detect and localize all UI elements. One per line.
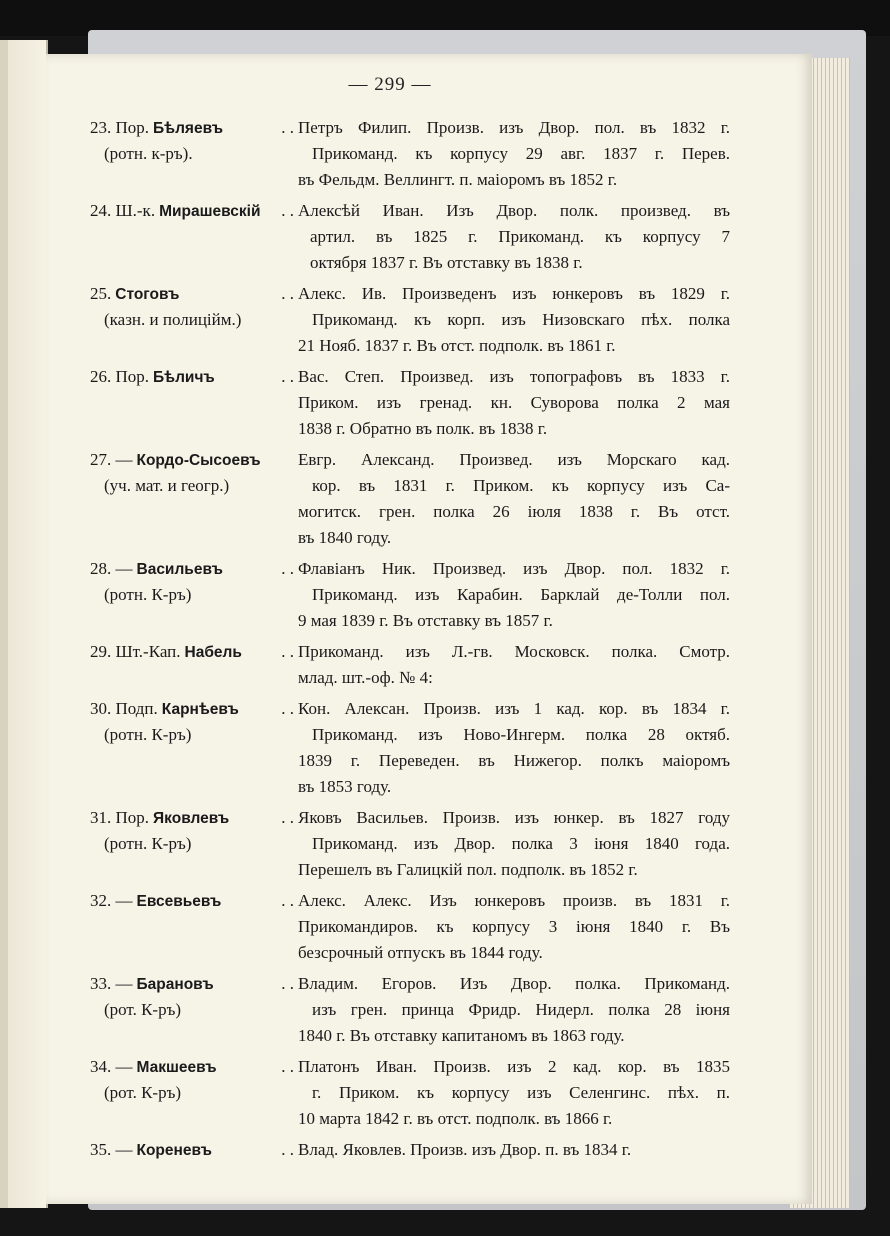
entry-text: млад. шт.-оф. № 4: xyxy=(298,668,433,687)
entry-label-cell xyxy=(90,1000,312,1020)
entry-line xyxy=(90,1109,730,1135)
entry-line xyxy=(90,891,730,917)
leader-dots: . . xyxy=(281,118,294,137)
entry-label-cell xyxy=(90,699,298,719)
entry-label-cell xyxy=(90,1083,312,1103)
entry-text: г. Приком. къ корпусу изъ Селенгинс. пѣх. п. xyxy=(312,1083,730,1102)
entry-label-cell xyxy=(90,559,298,579)
entry xyxy=(90,699,730,803)
entry-number: 31. xyxy=(90,808,112,827)
entry-line xyxy=(90,476,730,502)
entry-text: Флавіанъ Ник. Произвед. изъ Двор. пол. 1832 г. xyxy=(298,559,730,578)
entry-number: 26. xyxy=(90,367,112,386)
entry-text: Прикоманд. изъ Л.-гв. Московск. полка. Смотр. xyxy=(298,642,730,661)
entry xyxy=(90,974,730,1052)
entry-label-cell xyxy=(90,284,298,304)
entry-text: Алекс. Алекс. Изъ юнкеровъ произв. въ 1831 г. xyxy=(298,891,730,910)
leader-dots: . . xyxy=(281,284,294,303)
leader-dots: . . xyxy=(281,559,294,578)
entry xyxy=(90,559,730,637)
entry-text: Вас. Степ. Произвед. изъ топографовъ въ 1833 г. xyxy=(298,367,730,386)
entry-line xyxy=(90,725,730,751)
entry-text: Владим. Егоров. Изъ Двор. полка. Прикоманд. xyxy=(298,974,730,993)
entry xyxy=(90,367,730,445)
entry-rank: Пор. xyxy=(115,808,150,827)
entry-line xyxy=(90,943,730,969)
entry-line xyxy=(90,974,730,1000)
entry-line xyxy=(90,917,730,943)
entry-text: Приком. изъ гренад. кн. Суворова полка 2 мая xyxy=(298,393,730,412)
entry-text: Прикоманд. изъ Двор. полка 3 іюня 1840 года. xyxy=(312,834,730,853)
entry-label-cell xyxy=(90,476,312,496)
entry-text: Прикоманд. къ корп. изъ Низовскаго пѣх. полка xyxy=(312,310,730,329)
entry-text: въ Фельдм. Веллингт. п. маіоромъ въ 1852 г. xyxy=(298,170,618,189)
entry-text: Евгр. Александ. Произвед. изъ Морскаго кад. xyxy=(298,450,730,469)
entry-line xyxy=(90,502,730,528)
leader-dots: . . xyxy=(281,201,294,220)
entry-position: (рот. К-ръ) xyxy=(104,1083,182,1102)
entry-text: 1839 г. Переведен. въ Нижегор. полкъ маіоромъ xyxy=(298,751,730,770)
entry-text: Прикоманд. изъ Карабин. Барклай де-Толли пол. xyxy=(312,585,730,604)
entry-line xyxy=(90,777,730,803)
entry-line xyxy=(90,419,730,445)
entry-line xyxy=(90,253,730,279)
entry-text: Перешелъ въ Галицкій пол. подполк. въ 1852 г. xyxy=(298,860,638,879)
leader-dots: . . xyxy=(281,1057,294,1076)
entry-line xyxy=(90,201,730,227)
entry-number: 35. xyxy=(90,1140,112,1159)
entry-number: 24. xyxy=(90,201,112,220)
entry-line xyxy=(90,751,730,777)
entry-label-cell xyxy=(90,367,298,387)
entry-line xyxy=(90,1083,730,1109)
entry-text: Кон. Алексан. Произв. изъ 1 кад. кор. въ 1834 г. xyxy=(298,699,730,718)
leader-dots: . . xyxy=(281,642,294,661)
entry-number: 34. xyxy=(90,1057,112,1076)
entry-name: Макшеевъ xyxy=(136,1059,217,1076)
entry-label-cell xyxy=(90,974,298,994)
entry-label-cell xyxy=(90,891,298,911)
entry-text: 1840 г. Въ отставку капитаномъ въ 1863 году. xyxy=(298,1026,625,1045)
entry-number: 33. xyxy=(90,974,112,993)
entry-number: 30. xyxy=(90,699,112,718)
entry-rank: Пор. xyxy=(115,367,150,386)
entry-name: Набель xyxy=(184,644,242,661)
entry xyxy=(90,201,730,279)
entry-label-cell xyxy=(90,1140,298,1160)
entry-line xyxy=(90,528,730,554)
entry-position: (уч. мат. и геогр.) xyxy=(104,476,230,495)
entry-line xyxy=(90,611,730,637)
entry-text: могитск. грен. полка 26 іюля 1838 г. Въ отст. xyxy=(298,502,730,521)
entry-rank: — xyxy=(115,891,133,910)
entry xyxy=(90,891,730,969)
entry-line xyxy=(90,450,730,476)
entry-line xyxy=(90,808,730,834)
leader-dots: . . xyxy=(281,808,294,827)
entry-rank: — xyxy=(115,974,133,993)
entry-position: (ротн. К-ръ) xyxy=(104,725,192,744)
entry-name: Мирашевскій xyxy=(159,203,261,220)
entry-text: въ 1840 году. xyxy=(298,528,392,547)
entry xyxy=(90,284,730,362)
entry-line xyxy=(90,118,730,144)
entry-text: артил. въ 1825 г. Прикоманд. къ корпусу 7 xyxy=(310,227,730,246)
entry-name: Васильевъ xyxy=(136,561,223,578)
entry-line xyxy=(90,227,730,253)
entry-line xyxy=(90,1140,730,1166)
entry-name: Яковлевъ xyxy=(153,810,230,827)
entry-line xyxy=(90,699,730,725)
entry-number: 23. xyxy=(90,118,112,137)
entry-position: (рот. К-ръ) xyxy=(104,1000,182,1019)
entry-number: 32. xyxy=(90,891,112,910)
entry-number: 25. xyxy=(90,284,112,303)
left-page-shadow xyxy=(0,40,8,1208)
entry-name: Карнѣевъ xyxy=(161,701,239,718)
entry-position: (казн. и полиційм.) xyxy=(104,310,242,329)
entry-text: Алексѣй Иван. Изъ Двор. полк. произвед. въ xyxy=(298,201,730,220)
entry-label-cell xyxy=(90,834,312,854)
entry-line xyxy=(90,642,730,668)
entry-text: Прикоманд. къ корпусу 29 авг. 1837 г. Перев. xyxy=(312,144,730,163)
entry-name: Барановъ xyxy=(136,976,214,993)
entry-line xyxy=(90,559,730,585)
entry-label-cell xyxy=(90,808,298,828)
entry-rank: Подп. xyxy=(115,699,158,718)
entry-label-cell xyxy=(90,725,312,745)
entry-label-cell xyxy=(90,144,312,164)
entry-rank: Ш.-к. xyxy=(115,201,156,220)
entry-position: (ротн. к-ръ). xyxy=(104,144,193,163)
entry xyxy=(90,1057,730,1135)
entry-position: (ротн. К-ръ) xyxy=(104,585,192,604)
entry xyxy=(90,1140,730,1166)
entry-line xyxy=(90,170,730,196)
entry-text: 10 марта 1842 г. въ отст. подполк. въ 1866 г. xyxy=(298,1109,613,1128)
entry-line xyxy=(90,310,730,336)
entry-number: 27. xyxy=(90,450,112,469)
entry-line xyxy=(90,144,730,170)
entry-rank: Пор. xyxy=(115,118,150,137)
entry-name: Бѣляевъ xyxy=(153,120,224,137)
entry-label-cell xyxy=(90,1057,298,1077)
entry-text: Прикомандиров. къ корпусу 3 іюня 1840 г. Въ xyxy=(298,917,730,936)
page-number: — 299 — xyxy=(348,74,432,95)
entry-name: Кореневъ xyxy=(136,1142,212,1159)
entry-text: безсрочный отпускъ въ 1844 году. xyxy=(298,943,543,962)
entry-text: октября 1837 г. Въ отставку въ 1838 г. xyxy=(310,253,583,272)
entry-line xyxy=(90,1000,730,1026)
entry-number: 29. xyxy=(90,642,112,661)
entry xyxy=(90,808,730,886)
entry-label-cell xyxy=(90,642,298,662)
entry-line xyxy=(90,834,730,860)
leader-dots: . . xyxy=(281,699,294,718)
entry-list xyxy=(90,118,730,1171)
entry-text: 1838 г. Обратно въ полк. въ 1838 г. xyxy=(298,419,548,438)
entry-line xyxy=(90,1057,730,1083)
entry-text: Яковъ Васильев. Произв. изъ юнкер. въ 1827 году xyxy=(298,808,730,827)
leader-dots: . . xyxy=(281,891,294,910)
entry-text: въ 1853 году. xyxy=(298,777,392,796)
entry-rank: — xyxy=(115,1057,133,1076)
entry-rank: — xyxy=(115,559,133,578)
entry-label-cell xyxy=(90,201,298,221)
entry-line xyxy=(90,860,730,886)
entry-line xyxy=(90,585,730,611)
entry-rank: — xyxy=(115,450,133,469)
entry-line xyxy=(90,367,730,393)
entry-label-cell xyxy=(90,310,312,330)
entry xyxy=(90,118,730,196)
leader-dots: . . xyxy=(281,367,294,386)
entry-name: Евсевьевъ xyxy=(136,893,222,910)
entry-text: 21 Нояб. 1837 г. Въ отст. подполк. въ 1861 г. xyxy=(298,336,616,355)
entry-line xyxy=(90,668,730,694)
entry-text: изъ грен. принца Фридр. Нидерл. полка 28 іюня xyxy=(312,1000,730,1019)
entry-text: Влад. Яковлев. Произв. изъ Двор. п. въ 1834 г. xyxy=(298,1140,632,1159)
entry-line xyxy=(90,336,730,362)
leader-dots: . . xyxy=(281,974,294,993)
entry-name: Бѣличъ xyxy=(153,369,215,386)
entry-number: 28. xyxy=(90,559,112,578)
entry-label-cell xyxy=(90,585,312,605)
entry-label-cell xyxy=(90,450,298,470)
entry-text: 9 мая 1839 г. Въ отставку въ 1857 г. xyxy=(298,611,553,630)
entry-label-cell xyxy=(90,118,298,138)
entry-text: Петръ Филип. Произв. изъ Двор. пол. въ 1832 г. xyxy=(298,118,730,137)
entry-text: Прикоманд. изъ Ново-Ингерм. полка 28 октяб. xyxy=(312,725,730,744)
entry-name: Кордо-Сысоевъ xyxy=(136,452,261,469)
entry xyxy=(90,450,730,554)
leader-dots: . . xyxy=(281,1140,294,1159)
entry xyxy=(90,642,730,694)
entry-name: Стоговъ xyxy=(115,286,180,303)
entry-line xyxy=(90,284,730,310)
entry-rank: Шт.-Кап. xyxy=(115,642,181,661)
entry-text: Платонъ Иван. Произв. изъ 2 кад. кор. въ 1835 xyxy=(298,1057,730,1076)
entry-line xyxy=(90,1026,730,1052)
entry-rank: — xyxy=(115,1140,133,1159)
entry-position: (ротн. К-ръ) xyxy=(104,834,192,853)
entry-line xyxy=(90,393,730,419)
entry-text: Алекс. Ив. Произведенъ изъ юнкеровъ въ 1829 г. xyxy=(298,284,730,303)
entry-text: кор. въ 1831 г. Приком. къ корпусу изъ Са- xyxy=(312,476,730,495)
